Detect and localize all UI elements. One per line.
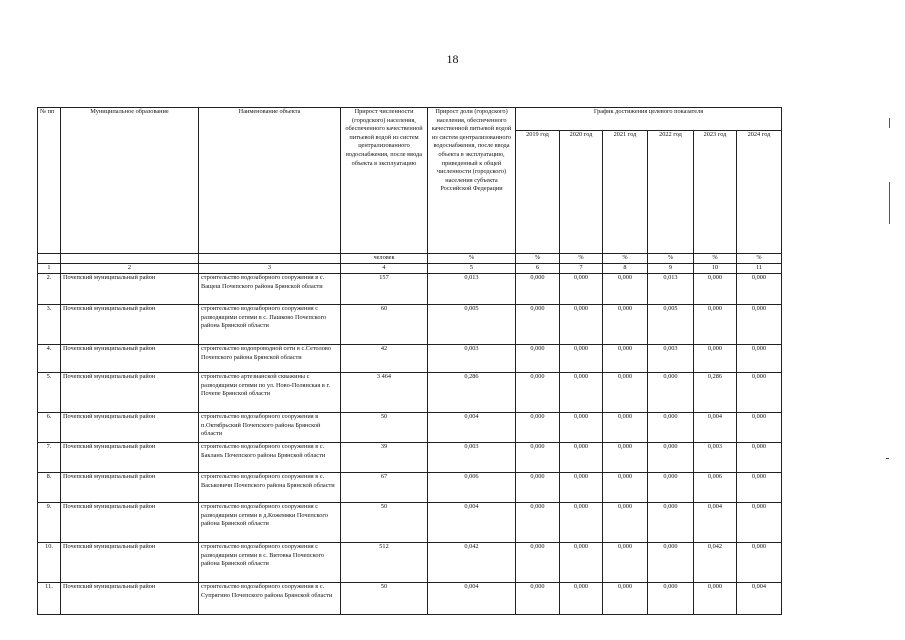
- table-row: [38, 583, 782, 615]
- header-year: 2023 год: [694, 131, 737, 254]
- table-row: [38, 274, 782, 305]
- column-numbers-row: [38, 264, 782, 274]
- row-number: 2.: [38, 274, 61, 305]
- row-year-value: 0,000: [737, 345, 782, 373]
- row-number: 6.: [38, 413, 61, 443]
- row-year-value: 0,000: [603, 345, 648, 373]
- column-number: 3: [199, 264, 341, 274]
- header-year: 2020 год: [560, 131, 603, 254]
- row-year-value: 0,000: [694, 583, 737, 615]
- row-year-value: 0,000: [516, 473, 560, 503]
- row-year-value: 0,000: [560, 473, 603, 503]
- header-share-increase: Прирост доли (городского) населения, обеспеченного качественной питьевой водой из систем централизованного водоснабжения, после ввода объекта в эксплуатацию, приведенный к общей численности (городского) населения субъекта Российской Федерации: [428, 108, 516, 254]
- row-municipality: Почепский муниципальный район: [61, 345, 199, 373]
- row-share: 0,003: [428, 345, 516, 373]
- header-municipality: Муниципальное образование: [61, 108, 199, 254]
- row-year-value: 0,042: [694, 543, 737, 583]
- unit-cell: %: [428, 254, 516, 264]
- units-row: [38, 254, 782, 264]
- unit-cell: %: [560, 254, 603, 264]
- row-population: 60: [341, 305, 428, 345]
- row-year-value: 0,000: [516, 503, 560, 543]
- row-year-value: 0,004: [694, 413, 737, 443]
- row-number: 10.: [38, 543, 61, 583]
- table-body: [38, 274, 782, 615]
- row-population: 67: [341, 473, 428, 503]
- header-schedule: График достижения целевого показателя: [516, 108, 782, 131]
- row-year-value: 0,000: [516, 443, 560, 473]
- table-row: [38, 305, 782, 345]
- row-number: 8.: [38, 473, 61, 503]
- column-number: 9: [648, 264, 694, 274]
- row-municipality: Почепский муниципальный район: [61, 413, 199, 443]
- row-year-value: 0,000: [737, 543, 782, 583]
- header-year: 2024 год: [737, 131, 782, 254]
- row-population: 50: [341, 583, 428, 615]
- row-year-value: 0,000: [737, 443, 782, 473]
- row-share: 0,004: [428, 503, 516, 543]
- header-row-1: [38, 108, 782, 131]
- column-number: 11: [737, 264, 782, 274]
- row-object: строительство водозаборного сооружения в с. Супрягино Почепского района Брянской области: [199, 583, 341, 615]
- row-object: строительство водозаборного сооружения с разводящими сетями в с. Витовка Почепского района Брянской области: [199, 543, 341, 583]
- row-number: 9.: [38, 503, 61, 543]
- unit-cell: %: [603, 254, 648, 264]
- page-number: 18: [446, 52, 459, 66]
- row-year-value: 0,000: [648, 583, 694, 615]
- column-number: 7: [560, 264, 603, 274]
- column-number: 6: [516, 264, 560, 274]
- row-population: 50: [341, 503, 428, 543]
- row-municipality: Почепский муниципальный район: [61, 443, 199, 473]
- row-year-value: 0,000: [603, 583, 648, 615]
- row-year-value: 0,000: [560, 373, 603, 413]
- row-municipality: Почепский муниципальный район: [61, 583, 199, 615]
- row-year-value: 0,000: [560, 503, 603, 543]
- row-year-value: 0,000: [737, 413, 782, 443]
- row-object: строительство водозаборного сооружения с разводящими сетями в д.Кожемяки Почепского района Брянской области: [199, 503, 341, 543]
- row-share: 0,004: [428, 413, 516, 443]
- row-number: 5.: [38, 373, 61, 413]
- column-number: 8: [603, 264, 648, 274]
- table-row: [38, 413, 782, 443]
- row-year-value: 0,000: [694, 274, 737, 305]
- row-year-value: 0,000: [560, 583, 603, 615]
- row-number: 4.: [38, 345, 61, 373]
- row-object: строительство водозаборного сооружения с разводящими сетями в с. Пашково Почепского района Брянской области: [199, 305, 341, 345]
- units-empty: [61, 254, 199, 264]
- row-year-value: 0,000: [648, 503, 694, 543]
- row-share: 0,006: [428, 473, 516, 503]
- row-year-value: 0,013: [648, 274, 694, 305]
- row-population: 512: [341, 543, 428, 583]
- row-share: 0,003: [428, 443, 516, 473]
- header-object: Наименование объекта: [199, 108, 341, 254]
- units-empty: [199, 254, 341, 264]
- row-year-value: 0,000: [648, 543, 694, 583]
- row-municipality: Почепский муниципальный район: [61, 274, 199, 305]
- column-number: 4: [341, 264, 428, 274]
- row-number: 3.: [38, 305, 61, 345]
- row-population: 42: [341, 345, 428, 373]
- row-object: строительство артезианской скважины с разводящими сетями по ул. Ново-Полянская в г. Почепе Брянской области: [199, 373, 341, 413]
- unit-cell: %: [516, 254, 560, 264]
- row-municipality: Почепский муниципальный район: [61, 305, 199, 345]
- column-number: 1: [38, 264, 61, 274]
- row-year-value: 0,000: [560, 443, 603, 473]
- row-year-value: 0,000: [516, 583, 560, 615]
- row-municipality: Почепский муниципальный район: [61, 503, 199, 543]
- table-row: [38, 345, 782, 373]
- row-share: 0,004: [428, 583, 516, 615]
- row-year-value: 0,000: [648, 413, 694, 443]
- row-year-value: 0,286: [694, 373, 737, 413]
- row-year-value: 0,000: [603, 373, 648, 413]
- table-row: [38, 543, 782, 583]
- column-number: 5: [428, 264, 516, 274]
- row-year-value: 0,000: [603, 503, 648, 543]
- row-population: 39: [341, 443, 428, 473]
- row-year-value: 0,000: [737, 503, 782, 543]
- row-year-value: 0,000: [560, 345, 603, 373]
- row-number: 11.: [38, 583, 61, 615]
- row-year-value: 0,004: [737, 583, 782, 615]
- row-object: строительство водопроводной сети в с.Сетолово Почепского района Брянской области: [199, 345, 341, 373]
- header-population-increase: Прирост численности (городского) населения, обеспеченного качественной питьевой водой из систем централизованного водоснабжения, после ввода объекта в эксплуатацию: [341, 108, 428, 254]
- row-year-value: 0,000: [603, 305, 648, 345]
- row-year-value: 0,000: [516, 373, 560, 413]
- row-municipality: Почепский муниципальный район: [61, 473, 199, 503]
- row-year-value: 0,000: [560, 274, 603, 305]
- row-year-value: 0,000: [560, 305, 603, 345]
- row-year-value: 0,000: [603, 443, 648, 473]
- row-share: 0,013: [428, 274, 516, 305]
- unit-cell: %: [737, 254, 782, 264]
- table-row: [38, 443, 782, 473]
- row-object: строительство водозаборного сооружения в п.Октябрьский Почепского района Брянской области: [199, 413, 341, 443]
- row-year-value: 0,000: [516, 274, 560, 305]
- row-municipality: Почепский муниципальный район: [61, 373, 199, 413]
- row-population: 50: [341, 413, 428, 443]
- scan-mark: [889, 182, 890, 224]
- row-year-value: 0,000: [516, 345, 560, 373]
- table-row: [38, 373, 782, 413]
- row-year-value: 0,000: [516, 305, 560, 345]
- scan-mark: [886, 458, 889, 459]
- row-population: 157: [341, 274, 428, 305]
- row-year-value: 0,005: [648, 305, 694, 345]
- row-year-value: 0,000: [694, 305, 737, 345]
- row-year-value: 0,000: [603, 413, 648, 443]
- row-object: строительство водозаборного сооружения в с. Васьковичи Почепского района Брянской области: [199, 473, 341, 503]
- unit-cell: %: [648, 254, 694, 264]
- header-year: 2021 год: [603, 131, 648, 254]
- row-share: 0,286: [428, 373, 516, 413]
- row-year-value: 0,000: [603, 274, 648, 305]
- row-population: 3 464: [341, 373, 428, 413]
- row-year-value: 0,000: [516, 413, 560, 443]
- row-year-value: 0,006: [694, 473, 737, 503]
- row-year-value: 0,000: [648, 473, 694, 503]
- row-year-value: 0,000: [560, 413, 603, 443]
- row-year-value: 0,000: [560, 543, 603, 583]
- row-number: 7.: [38, 443, 61, 473]
- header-year: 2022 год: [648, 131, 694, 254]
- row-year-value: 0,000: [648, 373, 694, 413]
- row-share: 0,005: [428, 305, 516, 345]
- row-year-value: 0,000: [648, 443, 694, 473]
- table-row: [38, 473, 782, 503]
- unit-cell: %: [694, 254, 737, 264]
- row-year-value: 0,000: [603, 473, 648, 503]
- row-year-value: 0,003: [694, 443, 737, 473]
- row-year-value: 0,000: [737, 274, 782, 305]
- column-number: 10: [694, 264, 737, 274]
- units-empty: [38, 254, 61, 264]
- row-year-value: 0,000: [516, 543, 560, 583]
- row-year-value: 0,004: [694, 503, 737, 543]
- row-municipality: Почепский муниципальный район: [61, 543, 199, 583]
- header-num: № пп: [38, 108, 61, 254]
- row-share: 0,042: [428, 543, 516, 583]
- column-number: 2: [61, 264, 199, 274]
- row-year-value: 0,000: [737, 473, 782, 503]
- row-year-value: 0,000: [603, 543, 648, 583]
- target-indicator-table: [37, 107, 782, 615]
- row-year-value: 0,000: [694, 345, 737, 373]
- row-year-value: 0,000: [737, 305, 782, 345]
- scan-mark: [889, 118, 890, 128]
- row-object: строительство водозаборного сооружения в с. Бакланъ Почепского района Брянской области: [199, 443, 341, 473]
- header-year: 2019 год: [516, 131, 560, 254]
- table-row: [38, 503, 782, 543]
- row-year-value: 0,003: [648, 345, 694, 373]
- unit-cell: человек: [341, 254, 428, 264]
- row-object: строительство водозаборного сооружения в с. Ващеш Почепского района Брянской области: [199, 274, 341, 305]
- row-year-value: 0,000: [737, 373, 782, 413]
